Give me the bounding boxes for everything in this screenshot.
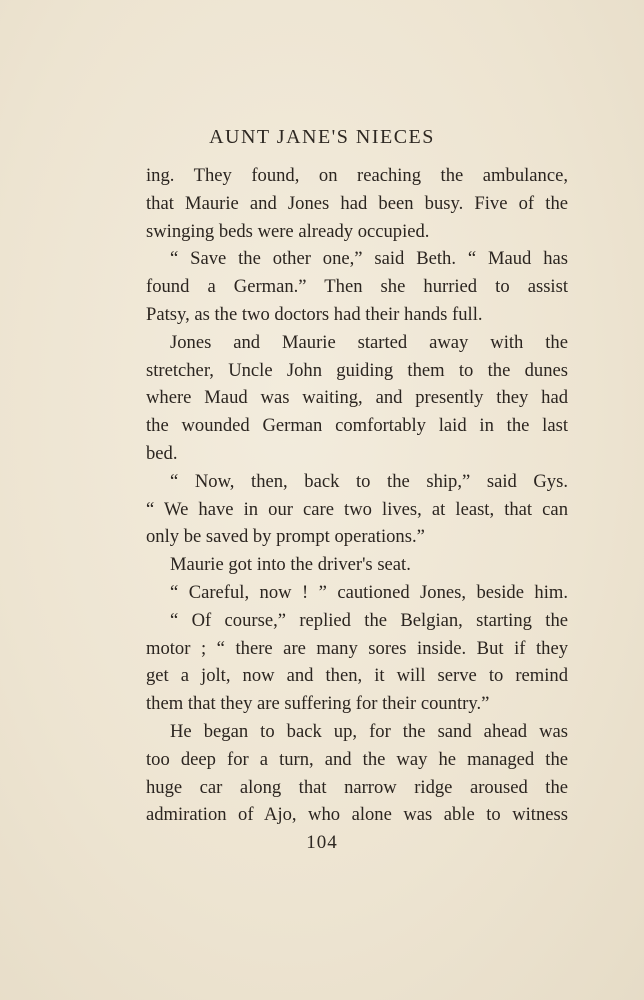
text-line: ing. They found, on reaching the ambulance,: [146, 165, 568, 186]
text-line: too deep for a turn, and the way he managed the: [146, 748, 568, 770]
text-line: “ Now, then, back to the ship,” said Gys.: [170, 470, 568, 492]
text-line: “ We have in our care two lives, at least, that can: [146, 498, 568, 520]
body-text: [146, 162, 568, 829]
text-line: “ Of course,” replied the Belgian, starting the: [170, 609, 568, 631]
text-line: them that they are suffering for their country.”: [146, 693, 490, 715]
text-line: admiration of Ajo, who alone was able to witness: [146, 804, 568, 826]
text-line: He began to back up, for the sand ahead was: [170, 720, 568, 742]
text-line: get a jolt, now and then, it will serve to remind: [146, 665, 568, 687]
text-line: stretcher, Uncle John guiding them to the dunes: [146, 359, 568, 381]
text-line: motor ; “ there are many sores inside. But if they: [146, 637, 568, 659]
text-line: Patsy, as the two doctors had their hands full.: [146, 303, 483, 325]
text-line: huge car along that narrow ridge aroused the: [146, 776, 568, 798]
text-line: Maurie got into the driver's seat.: [170, 554, 411, 576]
text-line: the wounded German comfortably laid in the last: [146, 415, 568, 437]
page-number: 104: [306, 832, 338, 853]
text-line: Jones and Maurie started away with the: [170, 331, 568, 353]
text-line: found a German.” Then she hurried to assist: [146, 276, 568, 298]
text-line: “ Save the other one,” said Beth. “ Maud has: [170, 248, 568, 270]
text-line: swinging beds were already occupied.: [146, 220, 430, 242]
text-line: where Maud was waiting, and presently they had: [146, 387, 568, 409]
running-head: AUNT JANE'S NIECES: [209, 126, 435, 148]
text-line: that Maurie and Jones had been busy. Five of the: [146, 192, 568, 214]
text-line: only be saved by prompt operations.”: [146, 526, 425, 548]
text-line: bed.: [146, 442, 178, 464]
text-line: “ Careful, now ! ” cautioned Jones, beside him.: [170, 581, 568, 603]
